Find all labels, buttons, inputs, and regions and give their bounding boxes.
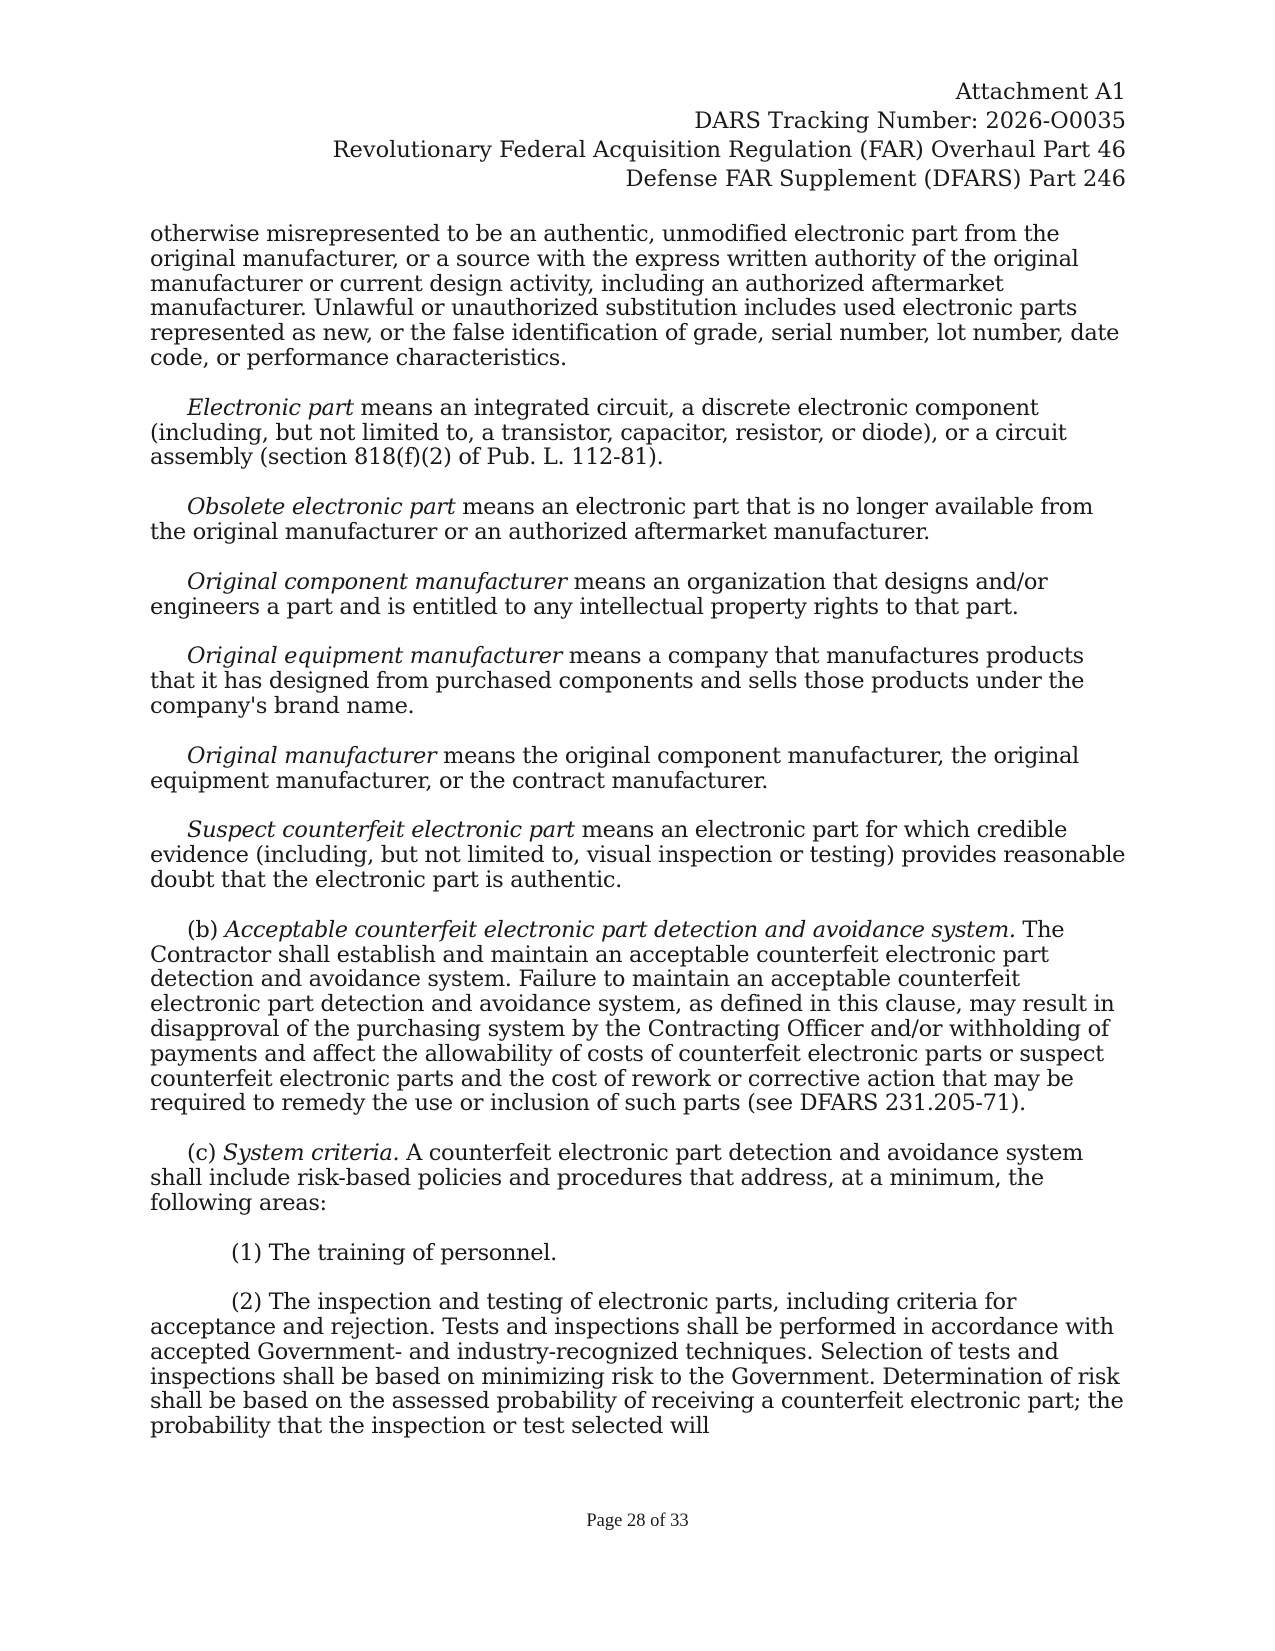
header-attachment: Attachment A1 — [955, 79, 1126, 105]
definition-suspect-counterfeit-electronic-part — [150, 818, 1135, 892]
paragraph-label: (c) — [187, 1140, 223, 1167]
page-number: Page 28 of 33 — [586, 1511, 689, 1531]
definition-original-manufacturer — [150, 744, 1135, 794]
definition-term: Original manufacturer — [187, 742, 437, 769]
definition-original-equipment-manufacturer — [150, 644, 1135, 718]
header-dfars-part: Defense FAR Supplement (DFARS) Part 246 — [625, 166, 1126, 192]
paragraph-title: System criteria. — [222, 1140, 400, 1167]
page-header — [333, 78, 1126, 194]
paragraph-title: Acceptable counterfeit electronic part detection and avoidance system. — [224, 916, 1016, 943]
definition-original-component-manufacturer — [150, 570, 1135, 620]
definition-text: means an organization that designs and/or engineers a part and is entitled to any intellectual property rights to that part. — [150, 568, 1048, 620]
definition-obsolete-electronic-part — [150, 495, 1135, 545]
definition-electronic-part — [150, 396, 1135, 470]
paragraph-text: The Contractor shall establish and maintain an acceptable counterfeit electronic part detection and avoidance system. Failure to maintain an acceptable counterfeit electronic part detection and avoidance system, as defined in this clause, may result in disapproval of the purchasing system by the Contracting Officer and/or withholding of payments and affect the allowability of costs of counterfeit electronic parts or suspect counterfeit electronic parts and the cost of rework or corrective action that may be required to remedy the use or inclusion of such parts (see DFARS 231.205-71). — [150, 916, 1115, 1117]
definition-term: Obsolete electronic part — [187, 494, 456, 521]
definition-text: means the original component manufacturer, the original equipment manufacturer, or the contract manufacturer. — [150, 742, 1079, 794]
paragraph-label: (b) — [187, 916, 225, 943]
header-tracking-number: DARS Tracking Number: 2026-O0035 — [694, 108, 1126, 134]
definition-term: Original equipment manufacturer — [187, 643, 562, 670]
paragraph-c2: (2) The inspection and testing of electronic parts, including criteria for acceptance and rejection. Tests and inspections shall be performed in accordance with accepted Government- and industry-recognized techniques. Selection of tests and inspections shall be based on minimizing risk to the Government. Determination of risk shall be based on the assessed probability of receiving a counterfeit electronic part; the probability that the inspection or test selected will — [150, 1289, 1124, 1440]
definition-text: means an electronic part for which credible evidence (including, but not limited to, visual inspection or testing) provides reasonable doubt that the electronic part is authentic. — [150, 817, 1126, 893]
paragraph-c — [150, 1141, 1135, 1215]
definition-text: means an electronic part that is no longer available from the original manufacturer or an authorized aftermarket manufacturer. — [150, 494, 1093, 545]
definition-term: Suspect counterfeit electronic part — [187, 817, 575, 844]
definition-term: Original component manufacturer — [187, 568, 567, 595]
definition-text: means an integrated circuit, a discrete electronic component (including, but not limited to, a transistor, capacitor, resistor, or diode), or a circuit assembly (section 818(f)(2) of Pub. L. 112-81). — [150, 394, 1067, 471]
page-body — [150, 222, 1135, 1464]
continued-paragraph: otherwise misrepresented to be an authentic, unmodified electronic part from the original manufacturer, or a source with the express written authority of the original manufacturer or current design activity, including an authorized aftermarket manufacturer. Unlawful or unauthorized substitution includes used electronic parts represented as new, or the false identification of grade, serial number, lot number, date code, or performance characteristics. — [150, 221, 1120, 371]
definition-text: means a company that manufactures products that it has designed from purchased components and sells those products under the company's brand name. — [150, 643, 1085, 719]
paragraph-c1: (1) The training of personnel. — [231, 1239, 557, 1266]
definition-term: Electronic part — [187, 394, 354, 421]
header-far-part: Revolutionary Federal Acquisition Regulation (FAR) Overhaul Part 46 — [332, 137, 1126, 163]
paragraph-b — [150, 918, 1135, 1116]
paragraph-text: A counterfeit electronic part detection and avoidance system shall include risk-based policies and procedures that address, at a minimum, the following areas: — [150, 1140, 1084, 1216]
